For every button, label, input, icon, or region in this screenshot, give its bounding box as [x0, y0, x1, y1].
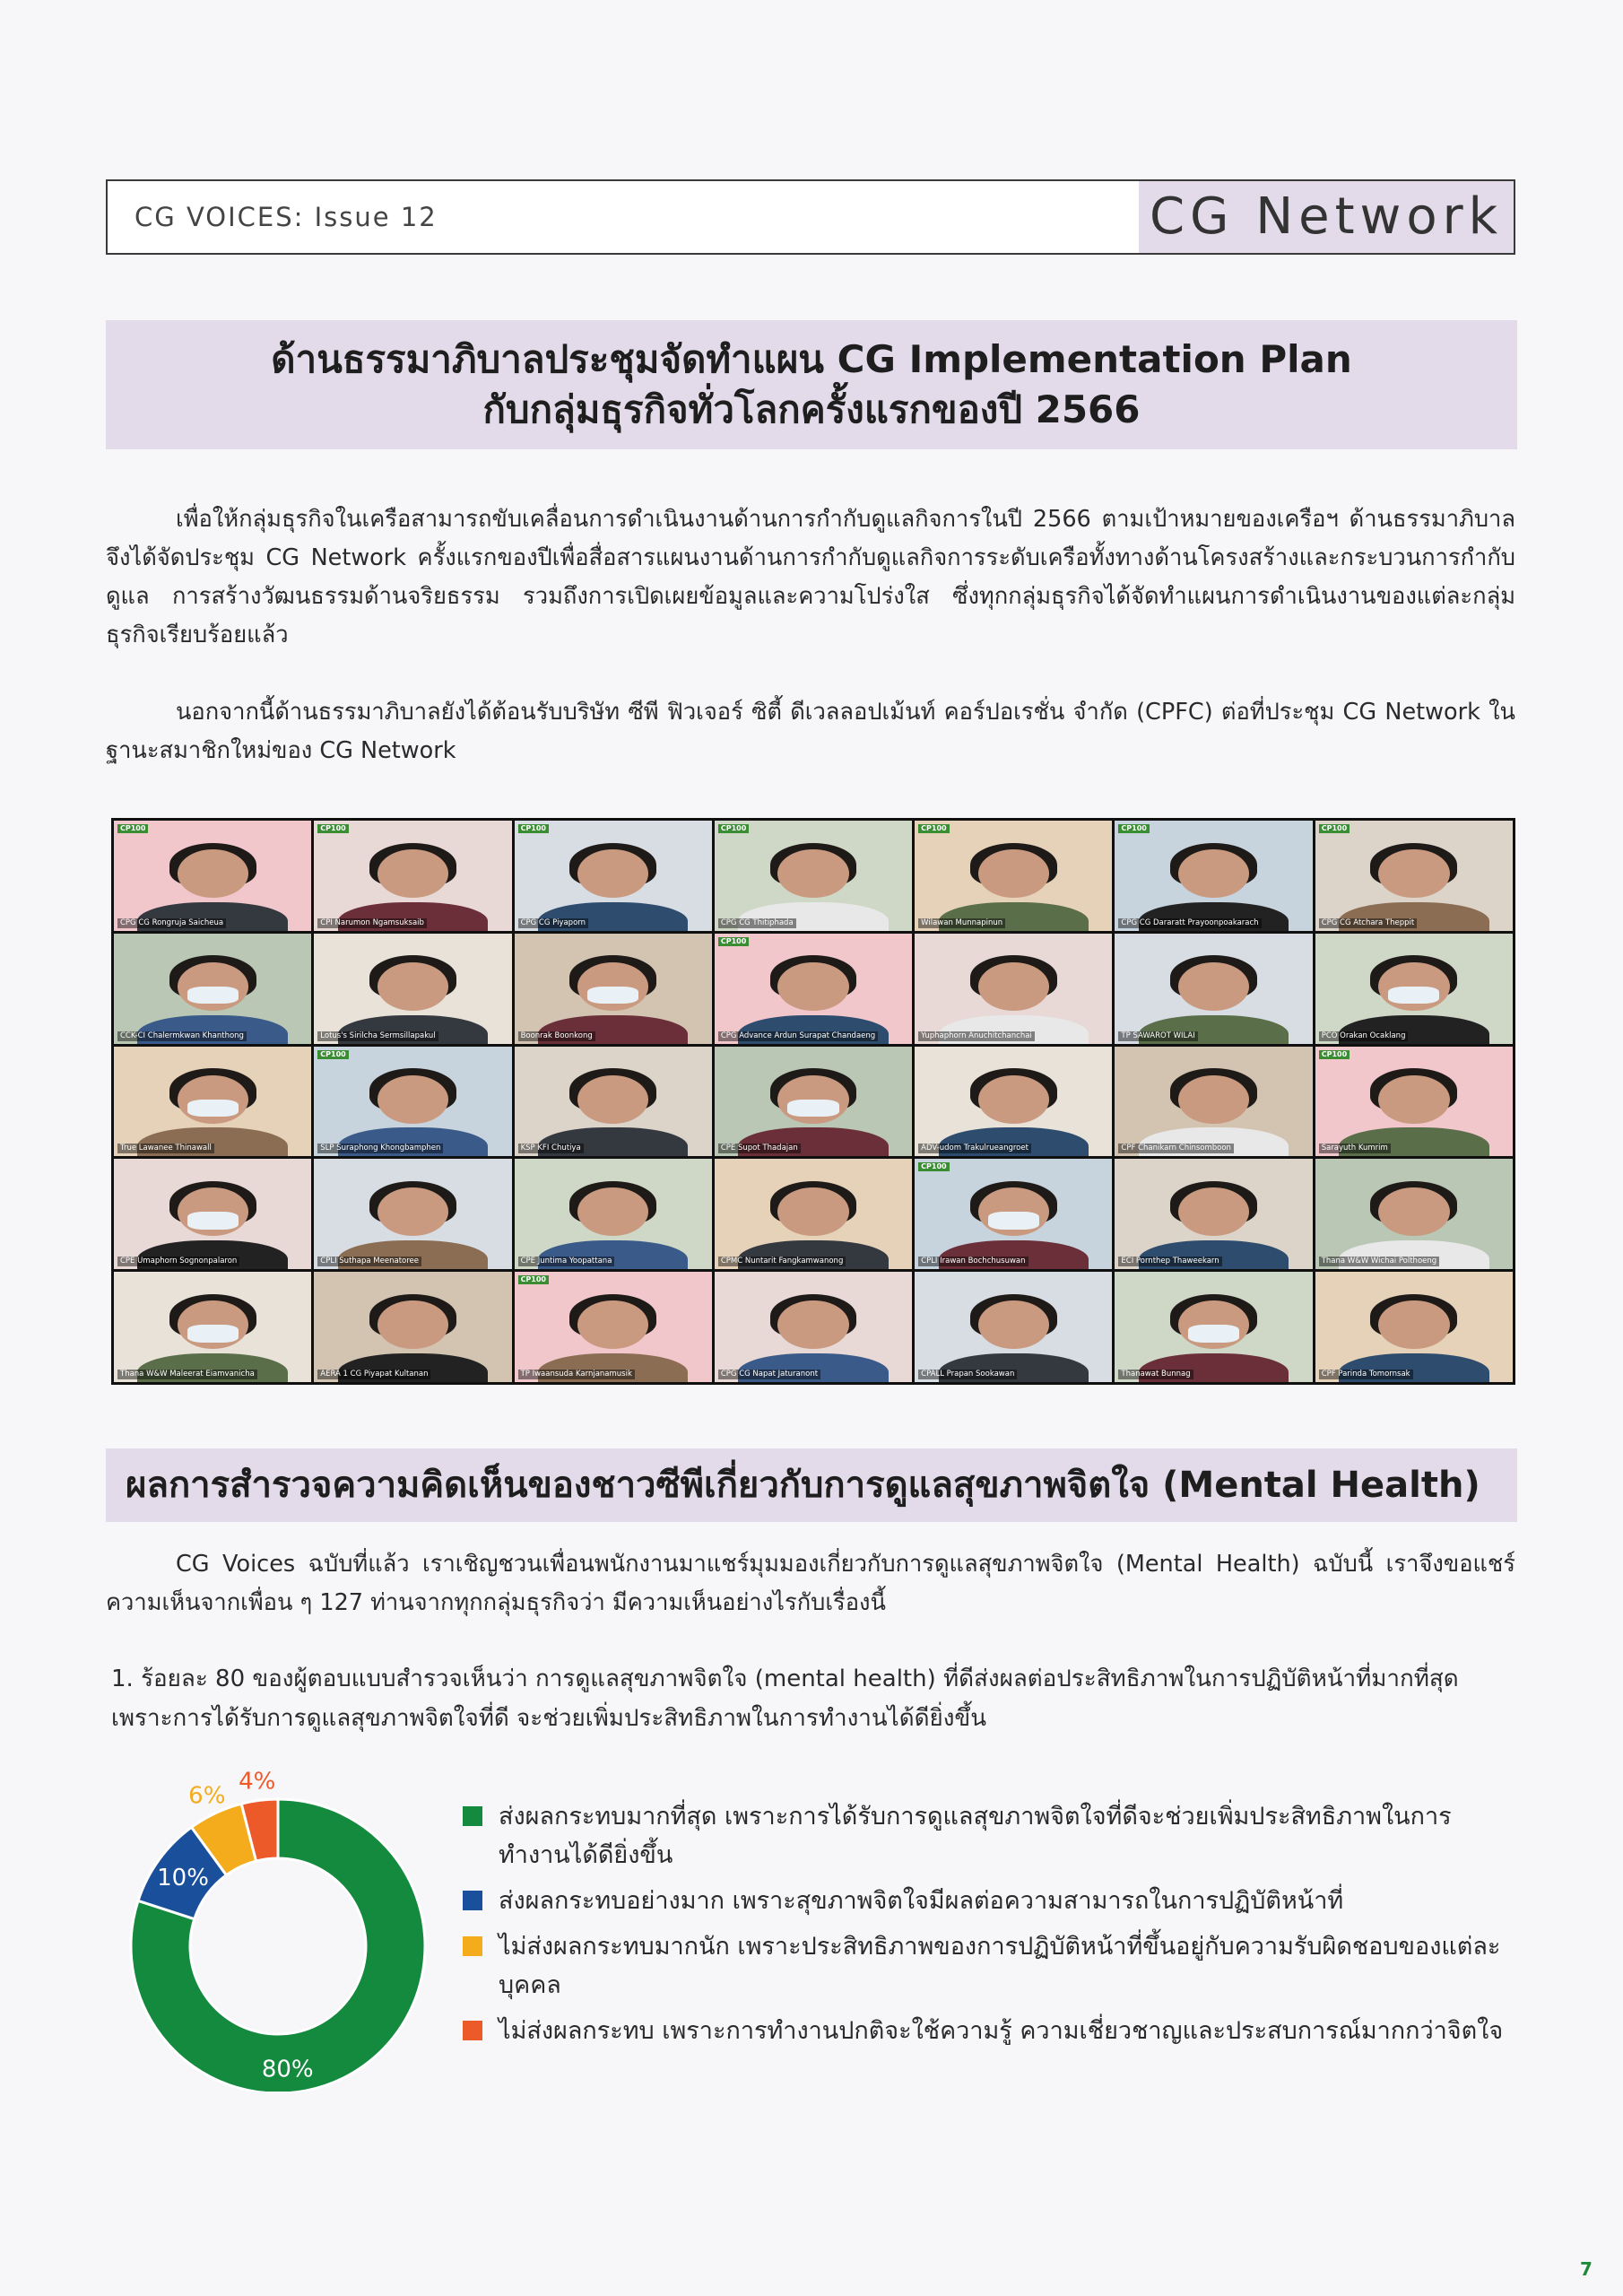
participant-name: CPMC Nuntarit Fangkamwanong [718, 1257, 846, 1266]
participant-tile [1315, 1272, 1513, 1382]
participant-face [777, 1300, 848, 1349]
participant-face [1178, 849, 1249, 898]
participant-tile [915, 1272, 1112, 1382]
participant-tile [515, 1047, 712, 1157]
participant-face [378, 962, 448, 1011]
participant-tile [715, 1159, 912, 1269]
article1-title-line2: กับกลุ่มธุรกิจทั่วโลกครั้งแรกของปี 2566 [482, 387, 1141, 431]
participant-tile [1115, 1272, 1312, 1382]
participant-tile [114, 1272, 311, 1382]
participant-face [777, 962, 848, 1011]
participant-face [1178, 962, 1249, 1011]
article1-paragraph2: นอกจากนี้ด้านธรรมาภิบาลยังได้ต้อนรับบริษัท ซีพี ฟิวเจอร์ ซิตี้ ดีเวลลอปเม้นท์ คอร์ปอเรชั่น จำกัด (CPFC) ต่อที่ประชุม CG Network ในฐานะสมาชิกใหม่ของ CG Network [106, 699, 1515, 764]
participant-tile [515, 1159, 712, 1269]
participant-face [378, 1187, 448, 1236]
article2-intro: CG Voices ฉบับที่แล้ว เราเชิญชวนเพื่อนพนักงานมาแชร์มุมมองเกี่ยวกับการดูแลสุขภาพจิตใจ (Mental Health) ฉบับนี้ เราจึงขอแชร์ความเห็นจากเพื่อน ๆ 127 ท่านจากทุกกลุ่มธุรกิจว่า มีความเห็นอย่างไรกับเรื่องนี้ [106, 1551, 1515, 1616]
legend-label: ส่งผลกระทบอย่างมาก เพราะสุขภาพจิตใจมีผลต่อความสามารถในการปฏิบัติหน้าที่ [499, 1887, 1344, 1915]
participant-name: KSP KFI Chutiya [518, 1144, 584, 1153]
participant-face [1178, 1075, 1249, 1124]
participant-face [978, 849, 1049, 898]
participant-face [1378, 1187, 1449, 1236]
participant-tile [1115, 934, 1312, 1044]
participant-tile [1115, 1159, 1312, 1269]
participant-name: CPLI Suthapa Meenatoree [317, 1257, 421, 1266]
participant-face [378, 1075, 448, 1124]
participant-face [1178, 1187, 1249, 1236]
participant-name: Lotus's Sirilcha Sermsillapakul [317, 1031, 438, 1041]
participant-tile [114, 1159, 311, 1269]
legend-swatch [463, 1936, 482, 1956]
cp100-logo: CP100 [117, 824, 148, 833]
participant-face [978, 1300, 1049, 1349]
participant-name: CPG CG Dararatt Prayoonpoakarach [1118, 918, 1261, 928]
participant-name: CPE Juntima Yoopattana [518, 1257, 615, 1266]
section-title: CG Network [1139, 181, 1514, 253]
participant-tile [1115, 821, 1312, 931]
slice-label: 10% [157, 1865, 209, 1892]
cp100-logo: CP100 [518, 824, 549, 833]
participant-face [1378, 1075, 1449, 1124]
face-mask [187, 1325, 239, 1343]
chart-legend [459, 1797, 1517, 2057]
participant-tile [915, 821, 1112, 931]
participant-face [378, 849, 448, 898]
face-mask [587, 987, 638, 1004]
participant-name: CPG CG Atchara Theppit [1319, 918, 1418, 928]
participant-tile [1315, 1159, 1513, 1269]
participant-face [577, 1300, 648, 1349]
participant-tile [114, 1047, 311, 1157]
participant-face [777, 849, 848, 898]
face-mask [1188, 1325, 1239, 1343]
donut-chart [126, 1760, 430, 2092]
face-mask [187, 1100, 239, 1118]
cp100-logo: CP100 [1118, 824, 1149, 833]
participant-name: Thana W&W Maleerat Eiamvanicha [117, 1370, 257, 1379]
article2-title: ผลการสำรวจความคิดเห็นของชาวซีพีเกี่ยวกับการดูแลสุขภาพจิตใจ (Mental Health) [126, 1465, 1480, 1506]
legend-item [459, 1882, 1517, 1920]
participant-face [978, 1075, 1049, 1124]
participant-face [1378, 849, 1449, 898]
participant-name: AERA 1 CG Piyapat Kultanan [317, 1370, 430, 1379]
cp100-logo: CP100 [317, 1050, 348, 1059]
participant-face [378, 1300, 448, 1349]
article1-title-line1: ด้านธรรมาภิบาลประชุมจัดทำแผน CG Implementation Plan [271, 337, 1352, 381]
participant-name: CPF Parinda Tomornsak [1319, 1370, 1413, 1379]
participant-name: Wilawan Munnapinun [918, 918, 1005, 928]
face-mask [187, 987, 239, 1004]
participant-tile [314, 1159, 511, 1269]
participant-tile [1315, 1047, 1513, 1157]
legend-item [459, 1797, 1517, 1874]
participant-name: CPG CG Napat Jaturanont [718, 1370, 820, 1379]
participant-face [1378, 1300, 1449, 1349]
participant-tile [314, 1272, 511, 1382]
participant-tile [915, 1047, 1112, 1157]
legend-item [459, 2012, 1517, 2050]
participant-tile [715, 821, 912, 931]
legend-swatch [463, 1806, 482, 1826]
participant-face [777, 1187, 848, 1236]
article1-title-banner [106, 320, 1517, 449]
face-mask [787, 1100, 838, 1118]
participant-name: CPALL Prapan Sookawan [918, 1370, 1017, 1379]
participant-tile [1315, 821, 1513, 931]
participant-tile [515, 821, 712, 931]
participant-name: CPF Chanikarn Chinsomboon [1118, 1144, 1234, 1153]
participant-name: CPG CG Piyaporn [518, 918, 588, 928]
cp100-logo: CP100 [1319, 1050, 1350, 1059]
face-mask [187, 1212, 239, 1230]
participant-tile [715, 1047, 912, 1157]
participant-tile [114, 821, 311, 931]
header-bar [106, 179, 1515, 255]
slice-label: 4% [239, 1768, 276, 1796]
participant-face [577, 849, 648, 898]
cp100-logo: CP100 [718, 824, 749, 833]
cp100-logo: CP100 [1319, 824, 1350, 833]
participant-name: CPI Narumon Ngamsuksaib [317, 918, 427, 928]
meeting-screenshot [111, 818, 1515, 1385]
participant-name: Thana W&W Wichai Polthoeng [1319, 1257, 1439, 1266]
cp100-logo: CP100 [317, 824, 348, 833]
legend-label: ไม่ส่งผลกระทบ เพราะการทำงานปกติจะใช้ความรู้ ความเชี่ยวชาญและประสบการณ์มากกว่าจิตใจ [499, 2017, 1504, 2045]
participant-name: Sarayuth Kumrim [1319, 1144, 1391, 1153]
participant-name: Thanawat Bunnag [1118, 1370, 1193, 1379]
participant-tile [1115, 1047, 1312, 1157]
slice-label: 6% [188, 1782, 226, 1810]
participant-tile [715, 1272, 912, 1382]
participant-tile [314, 821, 511, 931]
participant-tile [515, 1272, 712, 1382]
participant-name: PCO Orakan Ocaklang [1319, 1031, 1409, 1041]
issue-label: CG VOICES: Issue 12 [135, 202, 438, 232]
participant-tile [715, 934, 912, 1044]
participant-face [978, 962, 1049, 1011]
legend-item [459, 1927, 1517, 2005]
participant-tile [515, 934, 712, 1044]
participant-name: CPG CG Rongruja Saicheua [117, 918, 226, 928]
question-1: 1. ร้อยละ 80 ของผู้ตอบแบบสำรวจเห็นว่า การดูแลสุขภาพจิตใจ (mental health) ที่ดีส่งผลต่อประสิทธิภาพในการปฏิบัติหน้าที่มากที่สุด เพราะการได้รับการดูแลสุขภาพจิตใจที่ดี จะช่วยเพิ่มประสิทธิภาพในการทำงานได้ดียิ่งขึ้น [111, 1665, 1459, 1732]
cp100-logo: CP100 [918, 824, 949, 833]
participant-tile [915, 934, 1112, 1044]
participant-tile [314, 1047, 511, 1157]
participant-tile [1315, 934, 1513, 1044]
participant-name: True Lawanee Thinawall [117, 1144, 214, 1153]
participant-name: CPG Advance Ardun Surapat Chandaeng [718, 1031, 878, 1041]
participant-name: Yuphaphorn Anuchitchanchai [918, 1031, 1035, 1041]
participant-name: ADV-udom Trakulrueangroet [918, 1144, 1031, 1153]
legend-swatch [463, 2021, 482, 2040]
participant-name: CCK-CI Chalermkwan Khanthong [117, 1031, 247, 1041]
legend-label: ส่งผลกระทบมากที่สุด เพราะการได้รับการดูแลสุขภาพจิตใจที่ดีจะช่วยเพิ่มประสิทธิภาพในการทำงานได้ดียิ่งขึ้น [499, 1803, 1452, 1869]
participant-face [577, 1075, 648, 1124]
participant-tile [915, 1159, 1112, 1269]
face-mask [988, 1212, 1039, 1230]
participant-face [577, 1187, 648, 1236]
participant-name: Boonrak Boonkong [518, 1031, 595, 1041]
participant-name: CPLI Irawan Bochchusuwan [918, 1257, 1028, 1266]
legend-label: ไม่ส่งผลกระทบมากนัก เพราะประสิทธิภาพของการปฏิบัติหน้าที่ขึ้นอยู่กับความรับผิดชอบของแต่ละบุคคล [499, 1933, 1501, 1999]
participant-face [178, 849, 248, 898]
participant-name: TP Iwaansuda Karnjanamusik [518, 1370, 635, 1379]
face-mask [1388, 987, 1439, 1004]
page-number: 7 [1580, 2258, 1593, 2280]
participant-name: ECI Pornthep Thaweekarn [1118, 1257, 1221, 1266]
participant-tile [114, 934, 311, 1044]
slice-label: 80% [261, 2056, 314, 2083]
participant-name: CPG CG Thitiphada [718, 918, 796, 928]
cp100-logo: CP100 [918, 1162, 949, 1171]
legend-swatch [463, 1891, 482, 1910]
article2-title-banner [106, 1448, 1517, 1522]
cp100-logo: CP100 [518, 1275, 549, 1284]
participant-tile [314, 934, 511, 1044]
participant-name: TP SAWAROT WILAI [1118, 1031, 1197, 1041]
participant-name: CPE Umaphorn Sognonpalaron [117, 1257, 239, 1266]
article1-paragraph1: เพื่อให้กลุ่มธุรกิจในเครือสามารถขับเคลื่อนการดำเนินงานด้านการกำกับดูแลกิจการในปี 2566 ตามเป้าหมายของเครือฯ ด้านธรรมาภิบาล จึงได้จัดประชุม CG Network ครั้งแรกของปีเพื่อสื่อสารแผนงานด้านการกำกับดูแลกิจการระดับเครือทั้งทางด้านโครงสร้างและกระบวนการกำกับดูแล การสร้างวัฒนธรรมด้านจริยธรรม รวมถึงการเปิดเผยข้อมูลและความโปร่งใส ซึ่งทุกกลุ่มธุรกิจได้จัดทำแผนการดำเนินงานของแต่ละกลุ่มธุรกิจเรียบร้อยแล้ว [106, 506, 1515, 648]
participant-name: CPE Supot Thadajan [718, 1144, 801, 1153]
participant-name: SLP Suraphong Khongbamphen [317, 1144, 443, 1153]
cp100-logo: CP100 [718, 937, 749, 946]
